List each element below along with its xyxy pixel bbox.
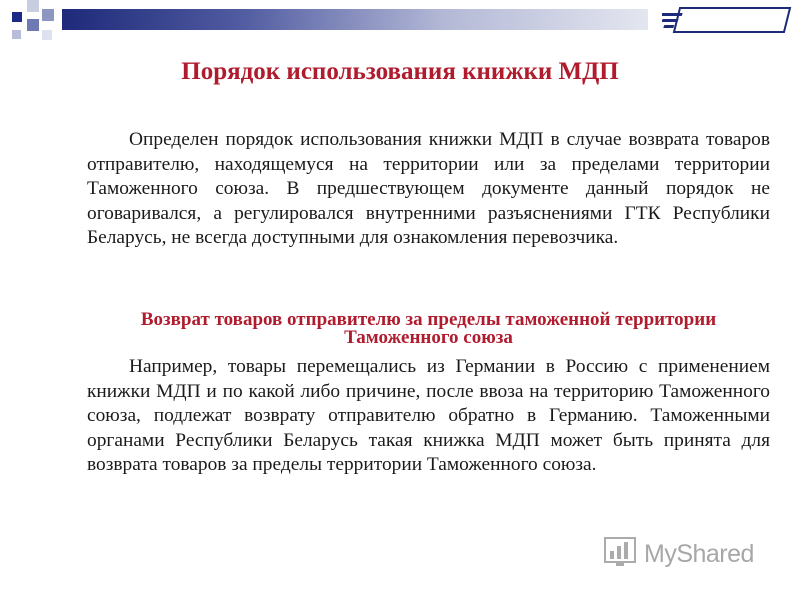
decor-square xyxy=(27,0,39,12)
asmap-logo xyxy=(662,4,792,36)
paragraph-1: Определен порядок использования книжки МДП в случае возврата товаров отправителю, находящемуся на территории или за пределами территории Таможенного союза. В предшествующем документе данный порядок не оговаривался, а регулировался внутренними разъяснениями ГТК Республики Беларусь, не всегда доступными для ознакомления перевозчика. xyxy=(87,129,770,249)
decor-square xyxy=(42,30,52,40)
watermark-text: MyShared xyxy=(644,539,754,568)
bar-chart-icon xyxy=(604,537,638,572)
decor-square xyxy=(27,19,39,31)
header-gradient-bar xyxy=(62,9,648,30)
slide-title: Порядок использования книжки МДП xyxy=(181,58,619,85)
section-subtitle: Возврат товаров отправителю за пределы таможенной территории Таможенного союза xyxy=(140,309,717,348)
myshared-watermark xyxy=(604,536,774,572)
decor-square xyxy=(12,30,21,39)
decor-square xyxy=(12,12,22,22)
paragraph-2: Например, товары перемещались из Германии в Россию с применением книжки МДП и по какой либо причине, после ввоза на территорию Таможенного союза, подлежат возврату отправителю обратно в Германию. Таможенными органами Республики Беларусь такая книжка МДП может быть принята для возврата товаров за пределы территории Таможенного союза. xyxy=(87,356,770,476)
decor-square xyxy=(42,9,54,21)
